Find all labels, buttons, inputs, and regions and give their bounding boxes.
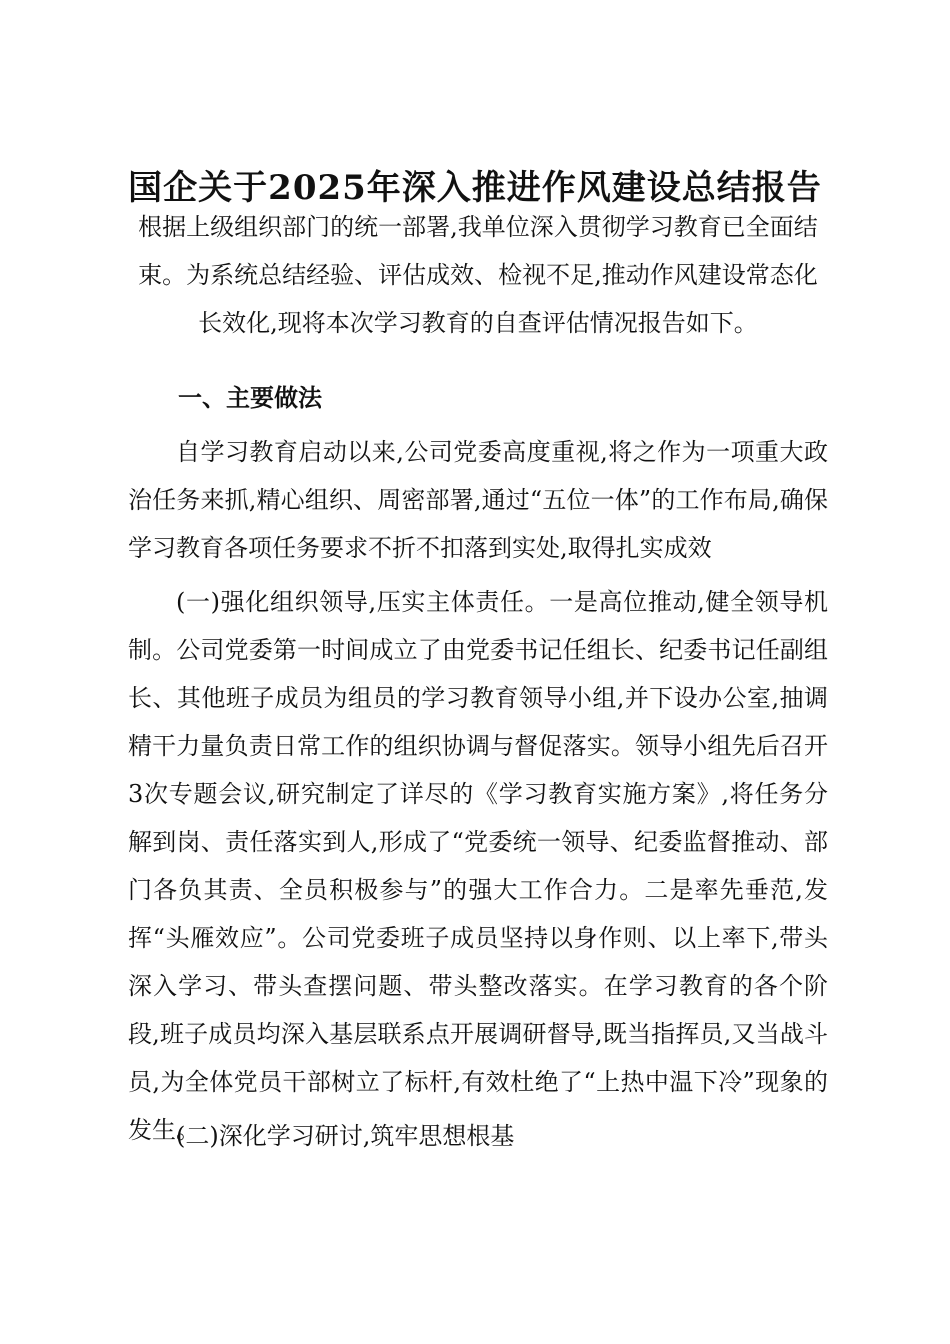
intro-paragraph: 根据上级组织部门的统一部署,我单位深入贯彻学习教育已全面结束。为系统总结经验、评估成效、检视不足,推动作风建设常态化长效化,现将本次学习教育的自查评估情况报告如下。 bbox=[138, 213, 818, 337]
subsection-heading: (二)深化学习研讨,筑牢思想根基 bbox=[176, 1122, 515, 1150]
body-paragraph: 自学习教育启动以来,公司党委高度重视,将之作为一项重大政治任务来抓,精心组织、周密部署,通过“五位一体”的工作布局,确保学习教育各项任务要求不折不扣落到实处,取得扎实成效 bbox=[128, 438, 828, 562]
body-paragraph: (一)强化组织领导,压实主体责任。一是高位推动,健全领导机制。公司党委第一时间成立了由党委书记任组长、纪委书记任副组长、其他班子成员为组员的学习教育领导小组,并下设办公室,抽调精干力量负责日常工作的组织协调与督促落实。领导小组先后召开3次专题会议,研究制定了详尽的《学习教育实施方案》,将任务分解到岗、责任落实到人,形成了“党委统一领导、纪委监督推动、部门各负其责、全员积极参与”的强大工作合力。二是率先垂范,发挥“头雁效应”。公司党委班子成员坚持以身作则、以上率下,带头深入学习、带头查摆问题、带头整改落实。在学习教育的各个阶段,班子成员均深入基层联系点开展调研督导,既当指挥员,又当战斗员,为全体党员干部树立了标杆,有效杜绝了“上热中温下冷”现象的发生。 bbox=[128, 588, 828, 1144]
document-title: 国企关于2025年深入推进作风建设总结报告 bbox=[128, 168, 822, 208]
section-heading: 一、主要做法 bbox=[178, 384, 322, 412]
